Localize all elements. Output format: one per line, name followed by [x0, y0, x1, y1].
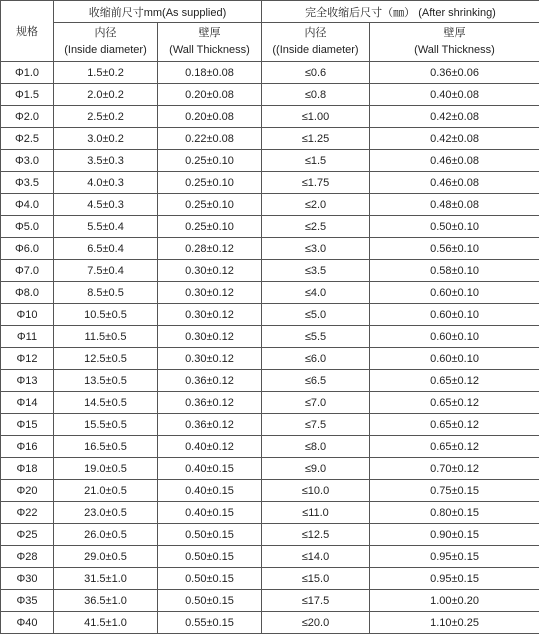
inside-diameter-header: [54, 23, 158, 62]
spec-cell: Φ30: [1, 568, 54, 590]
spec-cell: Φ3.0: [1, 150, 54, 172]
spec-cell: Φ18: [1, 458, 54, 480]
table-row: [1, 458, 539, 480]
shrunk-inside-diameter-cell: ≤5.0: [262, 304, 370, 326]
shrunk-inside-diameter-cell: ≤1.25: [262, 128, 370, 150]
spec-cell: Φ1.5: [1, 84, 54, 106]
table-row: [1, 348, 539, 370]
inside-diameter-cell: 23.0±0.5: [54, 502, 158, 524]
inside-diameter-cell: 19.0±0.5: [54, 458, 158, 480]
shrunk-inside-diameter-cell: ≤8.0: [262, 436, 370, 458]
table-row: [1, 370, 539, 392]
shrunk-inside-diameter-cell: ≤6.5: [262, 370, 370, 392]
shrunk-wall-thickness-cell: 0.90±0.15: [370, 524, 539, 546]
shrunk-inside-diameter-en: ((Inside diameter): [262, 42, 369, 59]
table-row: [1, 546, 539, 568]
inside-diameter-cell: 13.5±0.5: [54, 370, 158, 392]
shrunk-wall-thickness-cell: 1.00±0.20: [370, 590, 539, 612]
shrunk-wall-thickness-cell: 0.75±0.15: [370, 480, 539, 502]
inside-diameter-cell: 16.5±0.5: [54, 436, 158, 458]
wall-thickness-cell: 0.20±0.08: [158, 106, 262, 128]
wall-thickness-cell: 0.30±0.12: [158, 348, 262, 370]
shrunk-wall-thickness-cell: 0.65±0.12: [370, 436, 539, 458]
wall-thickness-cell: 0.40±0.15: [158, 458, 262, 480]
shrunk-inside-diameter-cell: ≤0.8: [262, 84, 370, 106]
wall-thickness-cell: 0.40±0.15: [158, 502, 262, 524]
shrunk-inside-diameter-cell: ≤6.0: [262, 348, 370, 370]
table-row: [1, 150, 539, 172]
wall-thickness-cell: 0.28±0.12: [158, 238, 262, 260]
table-row: [1, 590, 539, 612]
spec-cell: Φ40: [1, 612, 54, 634]
table-row: [1, 502, 539, 524]
shrunk-wall-thickness-cell: 0.48±0.08: [370, 194, 539, 216]
table-row: [1, 238, 539, 260]
shrunk-wall-thickness-cell: 0.40±0.08: [370, 84, 539, 106]
spec-cell: Φ1.0: [1, 62, 54, 84]
shrunk-wall-thickness-cell: 0.65±0.12: [370, 370, 539, 392]
wall-thickness-cell: 0.36±0.12: [158, 392, 262, 414]
spec-cell: Φ25: [1, 524, 54, 546]
shrunk-wall-thickness-cn: 壁厚: [370, 25, 539, 42]
inside-diameter-cell: 14.5±0.5: [54, 392, 158, 414]
wall-thickness-cell: 0.40±0.15: [158, 480, 262, 502]
shrunk-wall-thickness-cell: 0.46±0.08: [370, 172, 539, 194]
inside-diameter-cell: 15.5±0.5: [54, 414, 158, 436]
spec-cell: Φ15: [1, 414, 54, 436]
shrunk-wall-thickness-cell: 0.65±0.12: [370, 392, 539, 414]
spec-cell: Φ35: [1, 590, 54, 612]
shrunk-inside-diameter-cell: ≤2.5: [262, 216, 370, 238]
inside-diameter-en: (Inside diameter): [54, 42, 157, 59]
wall-thickness-en: (Wall Thickness): [158, 42, 261, 59]
table-row: [1, 414, 539, 436]
table-row: [1, 62, 539, 84]
inside-diameter-cell: 7.5±0.4: [54, 260, 158, 282]
shrunk-inside-diameter-cell: ≤1.75: [262, 172, 370, 194]
wall-thickness-cell: 0.30±0.12: [158, 282, 262, 304]
table-row: [1, 106, 539, 128]
inside-diameter-cell: 2.0±0.2: [54, 84, 158, 106]
wall-thickness-cn: 壁厚: [158, 25, 261, 42]
shrunk-wall-thickness-cell: 0.60±0.10: [370, 304, 539, 326]
table-row: [1, 128, 539, 150]
table-body: [1, 62, 539, 634]
shrunk-inside-diameter-cell: ≤9.0: [262, 458, 370, 480]
spec-cell: Φ14: [1, 392, 54, 414]
shrunk-wall-thickness-cell: 0.50±0.10: [370, 216, 539, 238]
wall-thickness-cell: 0.30±0.12: [158, 260, 262, 282]
spec-cell: Φ11: [1, 326, 54, 348]
spec-cell: Φ20: [1, 480, 54, 502]
spec-cell: Φ10: [1, 304, 54, 326]
shrunk-inside-diameter-header: [262, 23, 370, 62]
table-row: [1, 172, 539, 194]
table-row: [1, 612, 539, 634]
shrunk-inside-diameter-cell: ≤14.0: [262, 546, 370, 568]
table-row: [1, 260, 539, 282]
spec-cell: Φ2.0: [1, 106, 54, 128]
shrunk-inside-diameter-cell: ≤10.0: [262, 480, 370, 502]
spec-cell: Φ22: [1, 502, 54, 524]
inside-diameter-cell: 11.5±0.5: [54, 326, 158, 348]
shrunk-wall-thickness-cell: 0.65±0.12: [370, 414, 539, 436]
shrunk-inside-diameter-cell: ≤7.0: [262, 392, 370, 414]
shrunk-inside-diameter-cell: ≤1.5: [262, 150, 370, 172]
spec-cell: Φ7.0: [1, 260, 54, 282]
as-supplied-header: 收缩前尺寸mm(As supplied): [54, 1, 262, 23]
shrunk-wall-thickness-cell: 0.95±0.15: [370, 546, 539, 568]
table-row: [1, 436, 539, 458]
shrunk-wall-thickness-cell: 0.56±0.10: [370, 238, 539, 260]
shrunk-wall-thickness-cell: 0.95±0.15: [370, 568, 539, 590]
after-shrinking-header: 完全收缩后尺寸（㎜） (After shrinking): [262, 1, 539, 23]
spec-cell: Φ2.5: [1, 128, 54, 150]
shrunk-wall-thickness-cell: 0.80±0.15: [370, 502, 539, 524]
table-row: [1, 524, 539, 546]
spec-cell: Φ5.0: [1, 216, 54, 238]
table-header: [1, 1, 539, 62]
spec-cell: Φ12: [1, 348, 54, 370]
shrunk-inside-diameter-cell: ≤12.5: [262, 524, 370, 546]
table-row: [1, 392, 539, 414]
inside-diameter-cell: 5.5±0.4: [54, 216, 158, 238]
shrunk-wall-thickness-cell: 0.70±0.12: [370, 458, 539, 480]
shrunk-inside-diameter-cell: ≤20.0: [262, 612, 370, 634]
spec-column-header: 规格: [1, 1, 54, 62]
shrunk-wall-thickness-cell: 0.60±0.10: [370, 326, 539, 348]
wall-thickness-cell: 0.22±0.08: [158, 128, 262, 150]
shrunk-wall-thickness-cell: 1.10±0.25: [370, 612, 539, 634]
inside-diameter-cell: 36.5±1.0: [54, 590, 158, 612]
inside-diameter-cell: 1.5±0.2: [54, 62, 158, 84]
wall-thickness-header: [158, 23, 262, 62]
inside-diameter-cn: 内径: [54, 25, 157, 42]
table-row: [1, 326, 539, 348]
spec-cell: Φ6.0: [1, 238, 54, 260]
shrunk-inside-diameter-cell: ≤11.0: [262, 502, 370, 524]
table-row: [1, 282, 539, 304]
inside-diameter-cell: 3.0±0.2: [54, 128, 158, 150]
inside-diameter-cell: 26.0±0.5: [54, 524, 158, 546]
wall-thickness-cell: 0.25±0.10: [158, 216, 262, 238]
spec-cell: Φ16: [1, 436, 54, 458]
inside-diameter-cell: 12.5±0.5: [54, 348, 158, 370]
shrunk-wall-thickness-header: [370, 23, 539, 62]
wall-thickness-cell: 0.25±0.10: [158, 172, 262, 194]
wall-thickness-cell: 0.40±0.12: [158, 436, 262, 458]
spec-cell: Φ8.0: [1, 282, 54, 304]
inside-diameter-cell: 4.0±0.3: [54, 172, 158, 194]
inside-diameter-cell: 6.5±0.4: [54, 238, 158, 260]
wall-thickness-cell: 0.25±0.10: [158, 150, 262, 172]
shrunk-inside-diameter-cell: ≤5.5: [262, 326, 370, 348]
table-row: [1, 216, 539, 238]
shrunk-wall-thickness-en: (Wall Thickness): [370, 42, 539, 59]
shrunk-inside-diameter-cn: 内径: [262, 25, 369, 42]
shrunk-wall-thickness-cell: 0.60±0.10: [370, 348, 539, 370]
spec-cell: Φ3.5: [1, 172, 54, 194]
shrunk-wall-thickness-cell: 0.58±0.10: [370, 260, 539, 282]
table-row: [1, 568, 539, 590]
shrunk-wall-thickness-cell: 0.46±0.08: [370, 150, 539, 172]
shrunk-wall-thickness-cell: 0.42±0.08: [370, 106, 539, 128]
table-row: [1, 194, 539, 216]
spec-cell: Φ28: [1, 546, 54, 568]
inside-diameter-cell: 10.5±0.5: [54, 304, 158, 326]
wall-thickness-cell: 0.18±0.08: [158, 62, 262, 84]
wall-thickness-cell: 0.50±0.15: [158, 568, 262, 590]
inside-diameter-cell: 8.5±0.5: [54, 282, 158, 304]
header-row-sub: [1, 23, 539, 62]
inside-diameter-cell: 4.5±0.3: [54, 194, 158, 216]
wall-thickness-cell: 0.50±0.15: [158, 546, 262, 568]
inside-diameter-cell: 31.5±1.0: [54, 568, 158, 590]
table-row: [1, 84, 539, 106]
wall-thickness-cell: 0.50±0.15: [158, 524, 262, 546]
shrunk-inside-diameter-cell: ≤2.0: [262, 194, 370, 216]
header-row-top: [1, 1, 539, 23]
wall-thickness-cell: 0.36±0.12: [158, 370, 262, 392]
inside-diameter-cell: 29.0±0.5: [54, 546, 158, 568]
spec-cell: Φ13: [1, 370, 54, 392]
inside-diameter-cell: 2.5±0.2: [54, 106, 158, 128]
wall-thickness-cell: 0.20±0.08: [158, 84, 262, 106]
wall-thickness-cell: 0.30±0.12: [158, 304, 262, 326]
shrunk-inside-diameter-cell: ≤3.0: [262, 238, 370, 260]
wall-thickness-cell: 0.50±0.15: [158, 590, 262, 612]
inside-diameter-cell: 21.0±0.5: [54, 480, 158, 502]
table-row: [1, 304, 539, 326]
shrunk-inside-diameter-cell: ≤1.00: [262, 106, 370, 128]
wall-thickness-cell: 0.55±0.15: [158, 612, 262, 634]
wall-thickness-cell: 0.30±0.12: [158, 326, 262, 348]
shrunk-wall-thickness-cell: 0.36±0.06: [370, 62, 539, 84]
inside-diameter-cell: 41.5±1.0: [54, 612, 158, 634]
shrunk-inside-diameter-cell: ≤3.5: [262, 260, 370, 282]
shrunk-inside-diameter-cell: ≤4.0: [262, 282, 370, 304]
shrunk-wall-thickness-cell: 0.60±0.10: [370, 282, 539, 304]
shrunk-inside-diameter-cell: ≤17.5: [262, 590, 370, 612]
inside-diameter-cell: 3.5±0.3: [54, 150, 158, 172]
wall-thickness-cell: 0.36±0.12: [158, 414, 262, 436]
spec-cell: Φ4.0: [1, 194, 54, 216]
shrunk-wall-thickness-cell: 0.42±0.08: [370, 128, 539, 150]
wall-thickness-cell: 0.25±0.10: [158, 194, 262, 216]
shrunk-inside-diameter-cell: ≤7.5: [262, 414, 370, 436]
shrunk-inside-diameter-cell: ≤0.6: [262, 62, 370, 84]
table-row: [1, 480, 539, 502]
shrunk-inside-diameter-cell: ≤15.0: [262, 568, 370, 590]
